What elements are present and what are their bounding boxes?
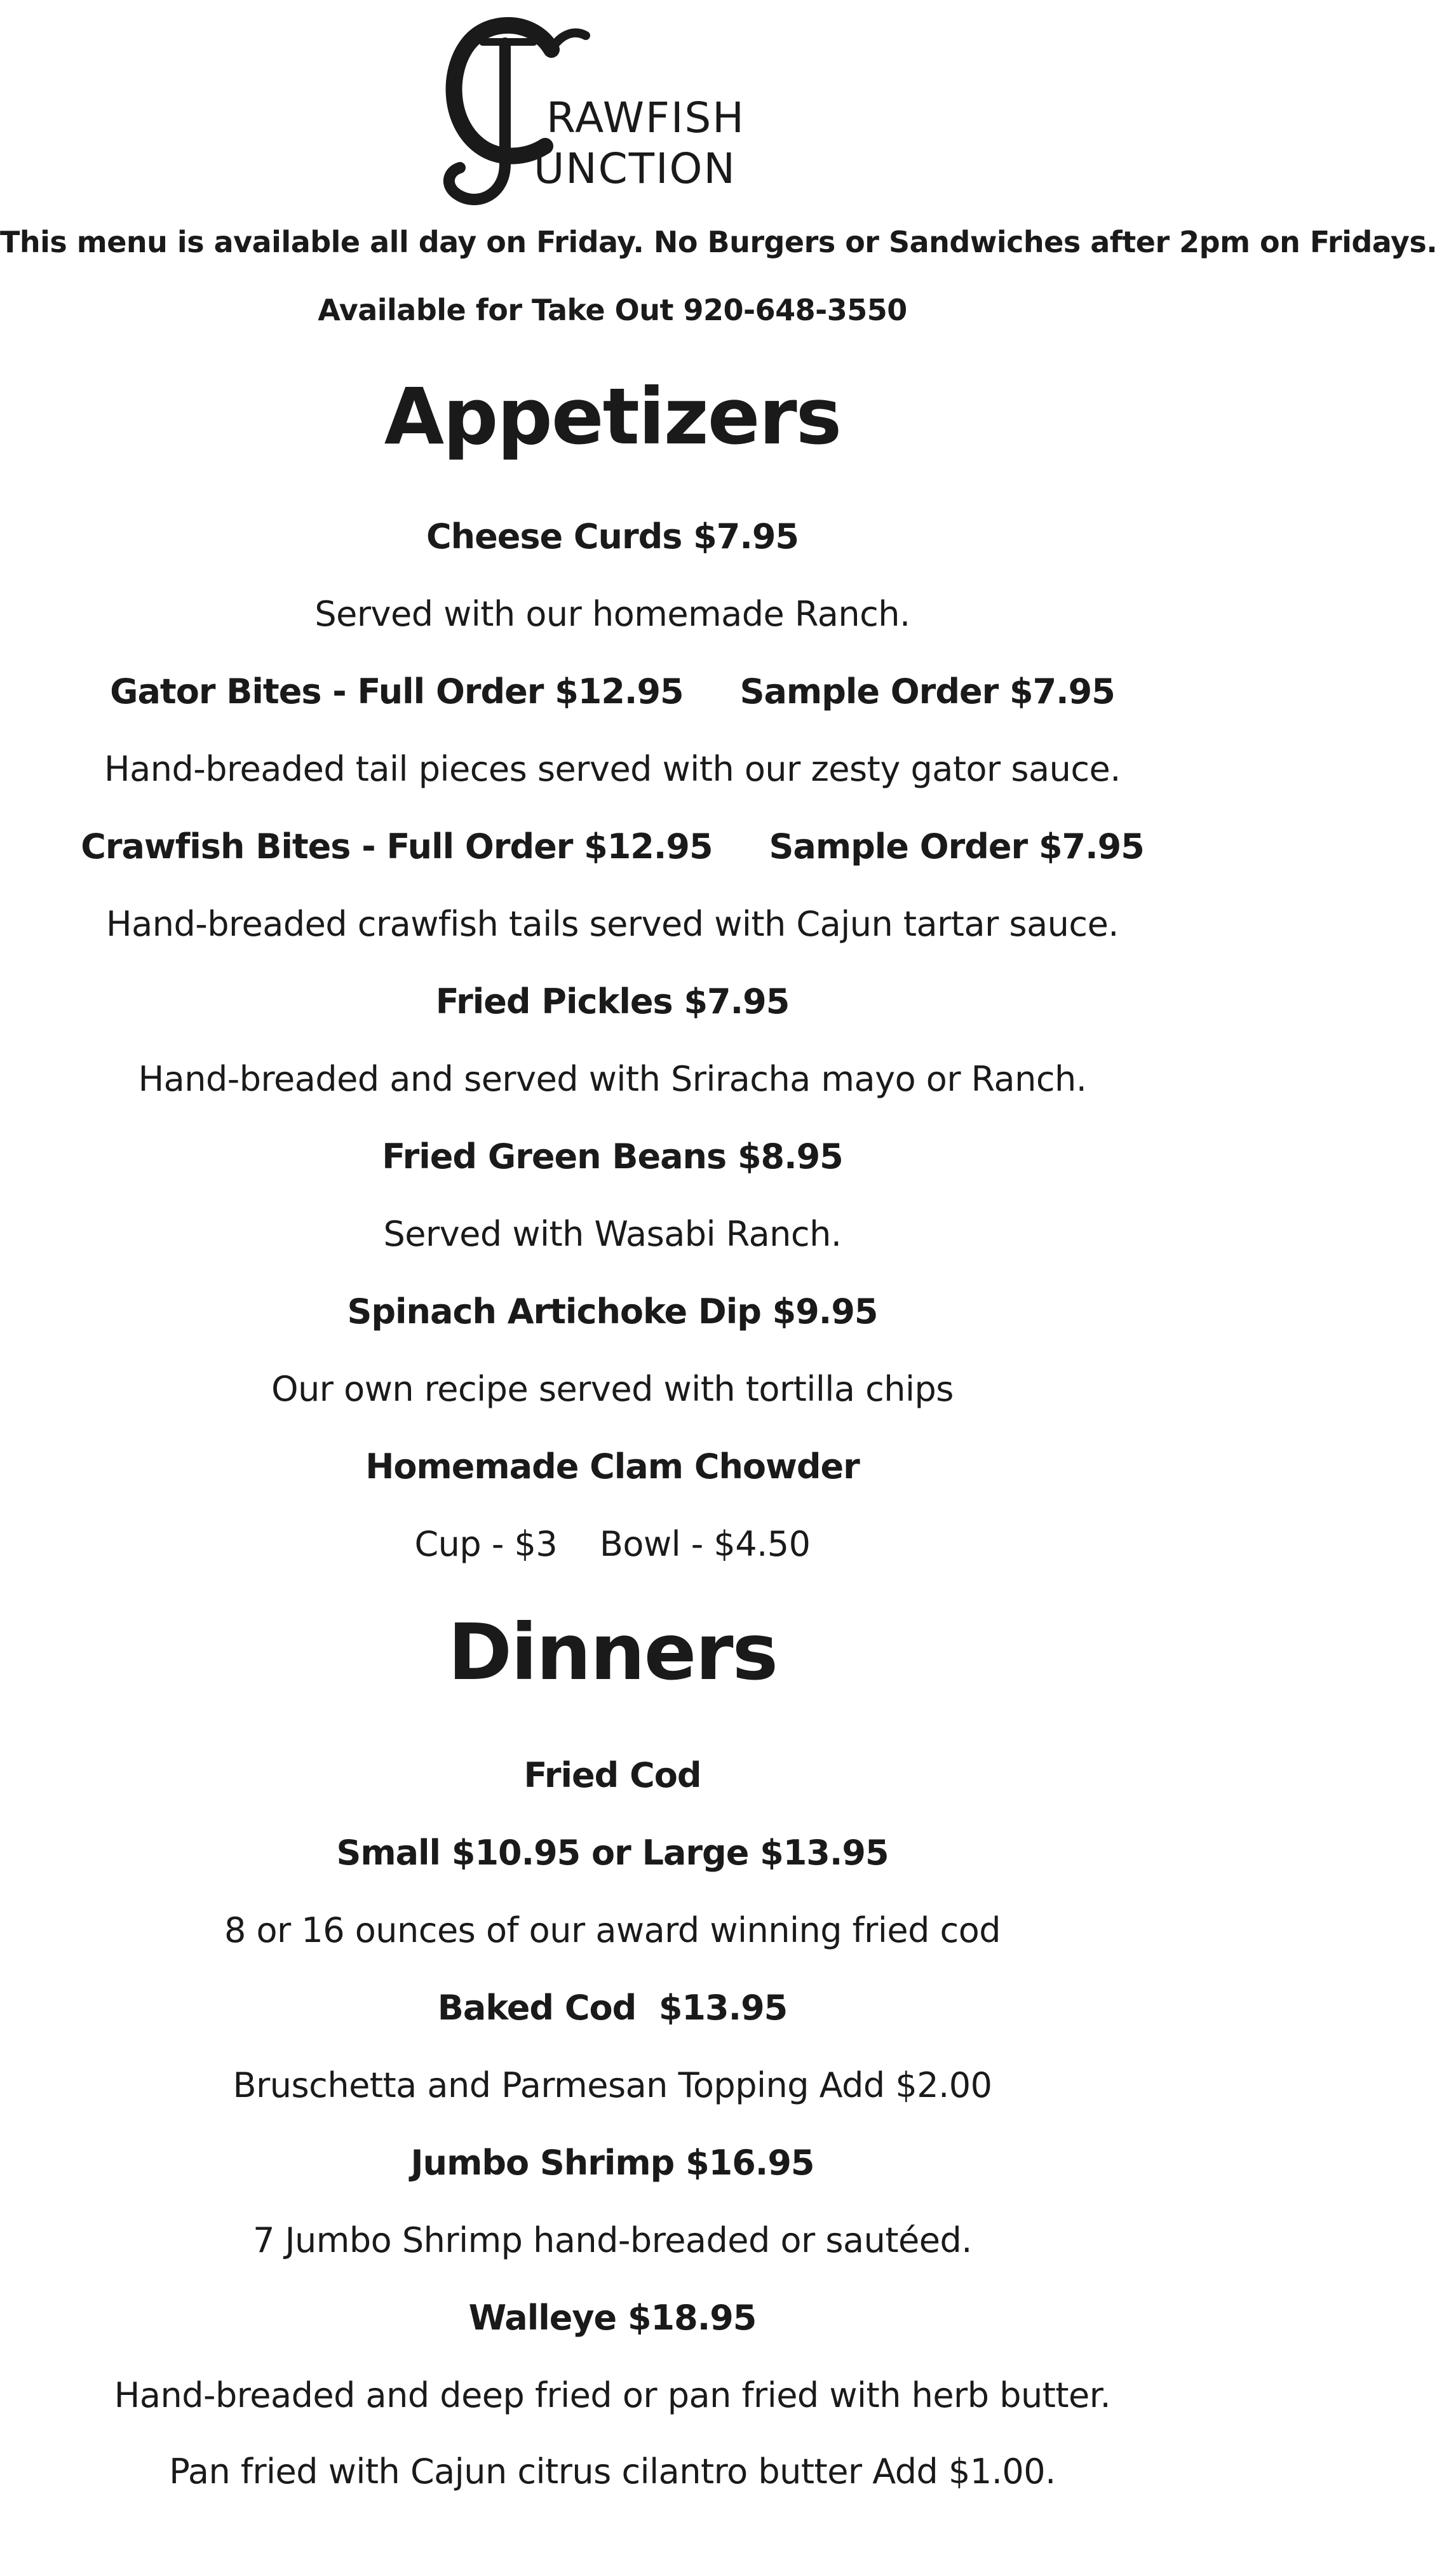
menu-hours-note: This menu is available all day on Friday. No Burgers or Sandwiches after 2pm on Fridays. xyxy=(0,225,1437,259)
baked-cod-desc: Bruschetta and Parmesan Topping Add $2.00 xyxy=(233,2065,992,2105)
jumbo-shrimp-title: Jumbo Shrimp $16.95 xyxy=(410,2143,814,2183)
walleye-cajun-option: Pan fried with Cajun citrus cilantro butter Add $1.00. xyxy=(169,2451,1056,2492)
fried-cod-title: Fried Cod xyxy=(523,1755,701,1795)
crawfish-bites-title: Crawfish Bites - Full Order $12.95 Sample Order $7.95 xyxy=(81,826,1144,867)
spinach-dip-desc: Our own recipe served with tortilla chips xyxy=(271,1369,954,1409)
crawfish-junction-logo xyxy=(438,5,781,221)
takeout-phone-note: Available for Take Out 920-648-3550 xyxy=(318,293,907,327)
fried-cod-sizes: Small $10.95 or Large $13.95 xyxy=(336,1833,889,1873)
cheese-curds-desc: Served with our homemade Ranch. xyxy=(314,594,910,634)
clam-chowder-title: Homemade Clam Chowder xyxy=(365,1446,860,1487)
jumbo-shrimp-desc: 7 Jumbo Shrimp hand-breaded or sautéed. xyxy=(253,2220,972,2260)
walleye-desc: Hand-breaded and deep fried or pan fried with herb butter. xyxy=(114,2375,1111,2415)
walleye-title: Walleye $18.95 xyxy=(468,2298,757,2338)
gator-bites-title: Gator Bites - Full Order $12.95 Sample Order $7.95 xyxy=(110,671,1115,711)
fried-pickles-desc: Hand-breaded and served with Sriracha mayo or Ranch. xyxy=(138,1059,1087,1099)
appetizers-heading: Appetizers xyxy=(384,372,841,462)
fried-green-beans-title: Fried Green Beans $8.95 xyxy=(382,1136,843,1177)
fried-cod-desc: 8 or 16 ounces of our award winning fried cod xyxy=(224,1910,1001,1950)
fried-pickles-title: Fried Pickles $7.95 xyxy=(435,981,790,1022)
crawfish-bites-desc: Hand-breaded crawfish tails served with Cajun tartar sauce. xyxy=(106,904,1119,944)
fried-green-beans-desc: Served with Wasabi Ranch. xyxy=(383,1214,842,1254)
clam-chowder-prices: Cup - $3 Bowl - $4.50 xyxy=(414,1524,811,1564)
logo-word-crawfish: RAWFISH xyxy=(546,93,745,142)
dinners-heading: Dinners xyxy=(447,1607,778,1697)
baked-cod-title: Baked Cod $13.95 xyxy=(437,1988,788,2028)
logo-word-junction: UNCTION xyxy=(534,144,736,193)
logo-c-hook xyxy=(551,33,586,50)
spinach-dip-title: Spinach Artichoke Dip $9.95 xyxy=(347,1291,878,1332)
gator-bites-desc: Hand-breaded tail pieces served with our zesty gator sauce. xyxy=(104,749,1121,789)
cheese-curds-title: Cheese Curds $7.95 xyxy=(426,516,799,556)
